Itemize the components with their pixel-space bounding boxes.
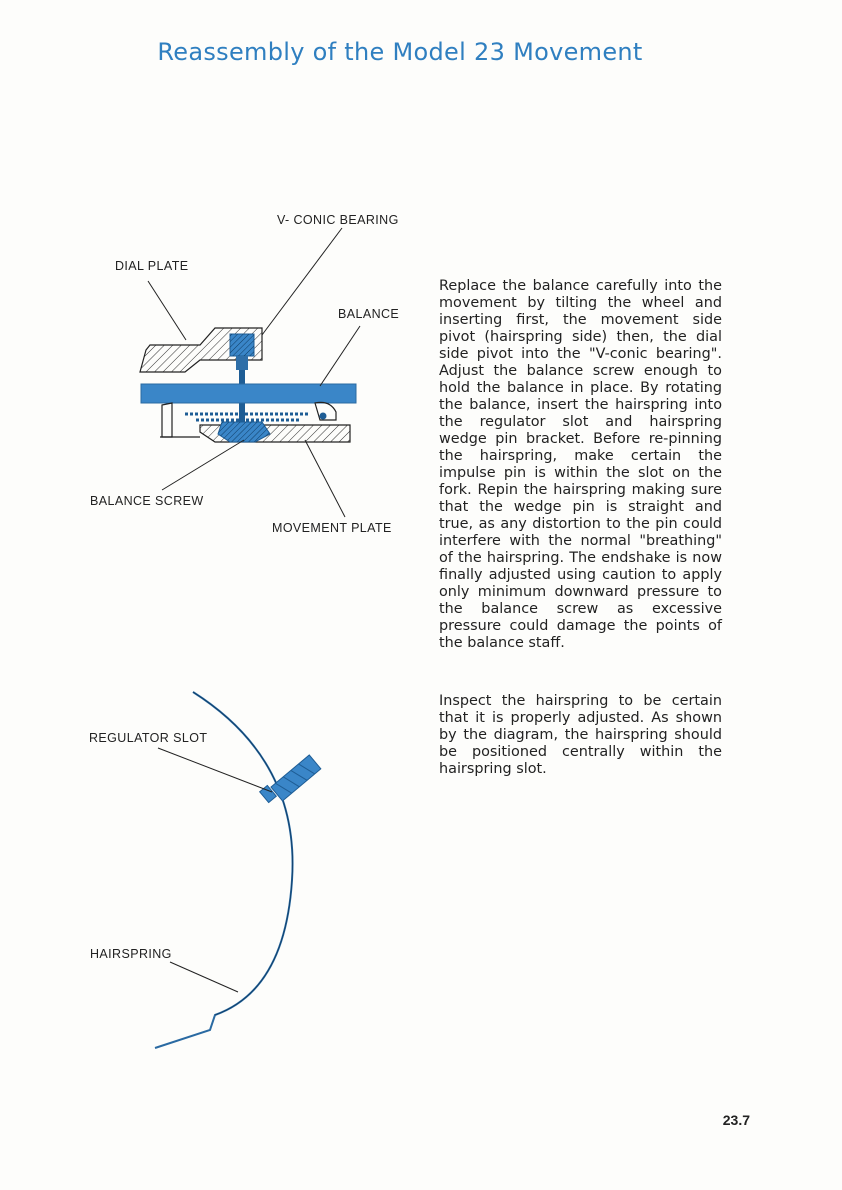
label-dial-plate: DIAL PLATE bbox=[115, 259, 189, 273]
label-balance: BALANCE bbox=[338, 307, 400, 321]
paragraph-inspect: Inspect the hairspring to be certain that it is properly adjusted. As shown by the diagram, the hairspring should be positioned centrally within the hairspring slot. bbox=[439, 693, 722, 777]
label-hairspring: HAIRSPRING bbox=[90, 947, 172, 961]
label-regulator-slot: REGULATOR SLOT bbox=[89, 731, 208, 745]
page-title: Reassembly of the Model 23 Movement bbox=[157, 38, 643, 66]
regulator-pin-block bbox=[271, 755, 321, 801]
page-number: 23.7 bbox=[722, 1112, 750, 1128]
label-movement-plate: MOVEMENT PLATE bbox=[272, 521, 392, 535]
paragraph-reassembly: Replace the balance carefully into the movement by tilting the wheel and inserting first, the movement side pivot (hairspring side) then, the dial side pivot into the "V-conic bearing". Adjust the balance screw enough to hold the balance in place. By rotating the balance, insert the hairspring into the regulator slot and hairspring wedge pin bracket. Before re-pinning the hairspring, make certain the impulse pin is within the slot on the fork. Repin the hairspring making sure that the wedge pin is straight and true, as any distortion to the pin could interfere with the normal "breathing" of the hairspring. The endshake is now finally adjusted using caution to apply only minimum downward pressure to the balance screw as excessive pressure could damage the points of the balance staff. bbox=[439, 278, 722, 651]
label-balance-screw: BALANCE SCREW bbox=[90, 494, 204, 508]
label-v-conic-bearing: V- CONIC BEARING bbox=[277, 213, 399, 227]
hairspring-arc bbox=[155, 692, 293, 1048]
